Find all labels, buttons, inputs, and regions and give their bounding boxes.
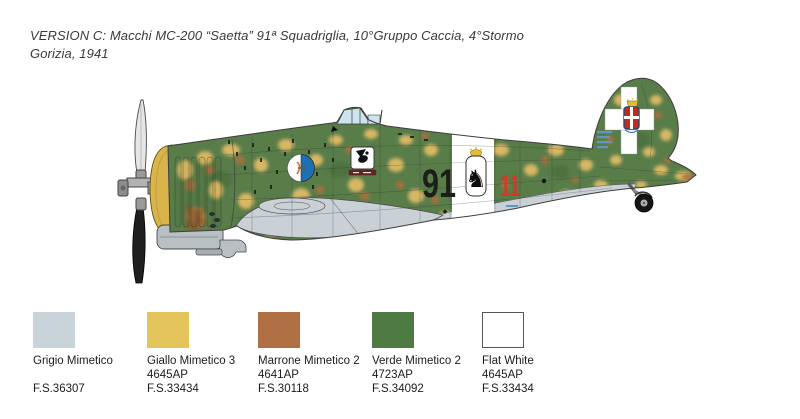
version-title-line1: VERSION C: Macchi MC-200 “Saetta” 91ª Squadriglia, 10°Gruppo Caccia, 4°Stormo (30, 28, 524, 43)
color-swatch (482, 312, 524, 348)
aircraft-number: 11 (500, 168, 520, 203)
paint-swatch-verde (372, 312, 478, 397)
paint-code: 4645AP (147, 368, 188, 381)
paint-swatch-marrone (258, 312, 364, 397)
paint-code: 4645AP (482, 368, 523, 381)
paint-name: Flat White (482, 355, 534, 367)
paint-code: 4723AP (372, 368, 413, 381)
paint-swatch-flat-white (482, 312, 588, 397)
paint-name: Giallo Mimetico 3 (147, 355, 236, 367)
paint-swatch-grigio (33, 312, 139, 397)
paint-name: Marrone Mimetico 2 (258, 355, 360, 367)
color-swatch (372, 312, 414, 348)
paint-fs-code: F.S.33434 (482, 383, 534, 395)
paint-code (33, 369, 139, 383)
horse-icon: ♞ (465, 165, 487, 193)
paint-swatch-giallo (147, 312, 253, 397)
version-title-line2: Gorizia, 1941 (30, 46, 109, 61)
color-swatch (258, 312, 300, 348)
paint-fs-code: F.S.30118 (258, 383, 309, 395)
color-swatch (147, 312, 189, 348)
squadron-number: 91 (422, 162, 456, 206)
color-swatch (33, 312, 75, 348)
paint-fs-code: F.S.36307 (33, 383, 85, 395)
paint-code: 4641AP (258, 368, 299, 381)
paint-fs-code: F.S.34092 (372, 383, 424, 395)
paint-name: Verde Mimetico 2 (372, 355, 461, 367)
paint-name: Grigio Mimetico (33, 355, 113, 367)
paint-fs-code: F.S.33434 (147, 383, 199, 395)
